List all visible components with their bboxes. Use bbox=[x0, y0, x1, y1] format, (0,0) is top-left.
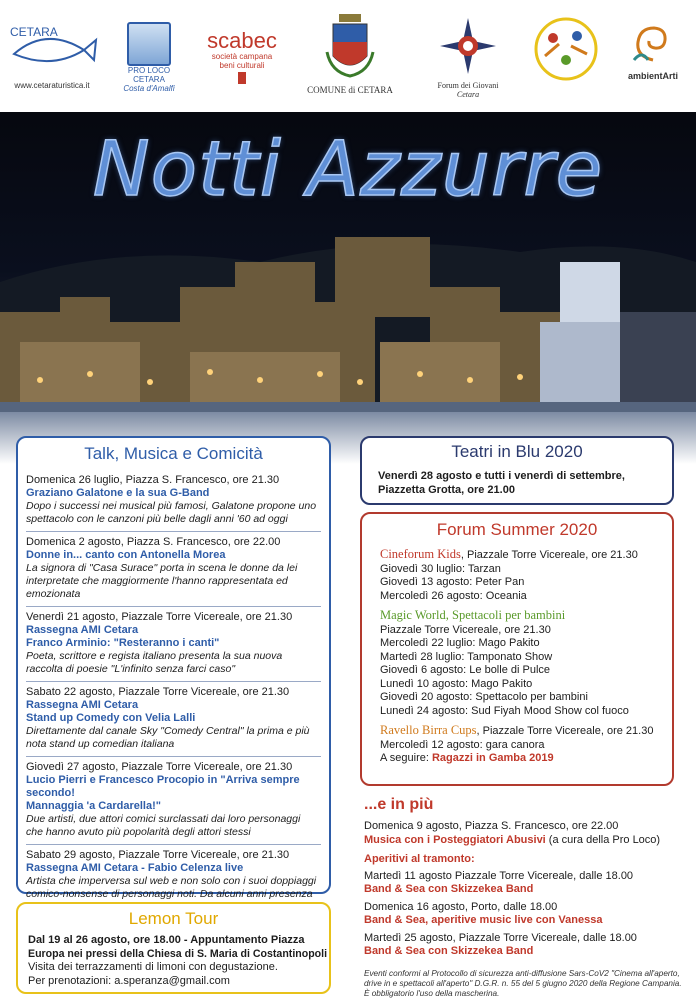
talk-event-4 bbox=[26, 686, 323, 751]
event-headline: Rassegna AMI Cetara bbox=[26, 624, 139, 636]
cineforum-title: Cineforum Kids bbox=[380, 547, 461, 561]
divider bbox=[26, 681, 321, 682]
aperitivi-heading: Aperitivi al tramonto: bbox=[364, 853, 475, 865]
event-desc: nota stand up comedian italiana bbox=[26, 738, 175, 750]
cetara-logo bbox=[6, 20, 98, 90]
talk-event-1 bbox=[26, 474, 323, 526]
ravello-place: , Piazzale Torre Vicereale, ore 21.30 bbox=[476, 725, 654, 737]
inpiu-event-note: (a cura della Pro Loco) bbox=[545, 833, 661, 846]
proloco-line2: CETARA bbox=[133, 75, 165, 85]
ravello-follow-prefix: A seguire: bbox=[380, 752, 432, 764]
list-item: Mercoledì 26 agosto: Oceania bbox=[380, 589, 527, 602]
fish-icon bbox=[6, 20, 98, 76]
safety-footnote bbox=[364, 969, 690, 999]
event-headline: Donne in... canto con Antonella Morea bbox=[26, 549, 226, 561]
ambientarti-logo bbox=[616, 20, 690, 81]
e-in-piu-section bbox=[364, 796, 690, 999]
lemon-line-2: Per prenotazioni: a.speranza@gmail.com bbox=[28, 974, 230, 987]
magic-world-title: Magic World, Spettacoli per bambini bbox=[380, 608, 566, 622]
teatri-in-blu-box bbox=[360, 436, 674, 505]
cineforum-place: , Piazzale Torre Vicereale, ore 21.30 bbox=[460, 549, 638, 561]
event-when: Giovedì 27 agosto, Piazzale Torre Vicereale, ore 21.30 bbox=[26, 761, 293, 773]
event-headline: Mannaggia 'a Cardarella!" bbox=[26, 800, 161, 812]
scabec-name: scabec bbox=[207, 28, 277, 53]
list-item: Giovedì 13 agosto: Peter Pan bbox=[380, 576, 525, 588]
event-when: Domenica 2 agosto, Piazza S. Francesco, ore 22.00 bbox=[26, 536, 281, 548]
list-item: Mercoledì 22 luglio: Mago Pakito bbox=[380, 637, 540, 649]
inpiu-event-when: Martedì 11 agosto Piazzale Torre Vicereale, dalle 18.00 bbox=[364, 869, 634, 882]
lemon-bold-line: Dal 19 al 26 agosto, ore 18.00 - Appuntamento Piazza bbox=[28, 934, 305, 946]
e-in-piu-title: ...e in più bbox=[364, 796, 434, 813]
footnote-line: drive in e spettacoli all'aperto" D.G.R. n. 55 del 5 giugno 2020 della Regione Campania. bbox=[364, 978, 682, 988]
list-item: Lunedì 10 agosto: Mago Pakito bbox=[380, 677, 533, 690]
main-title: Notti Azzurre bbox=[92, 124, 604, 213]
comune-logo bbox=[300, 12, 400, 95]
divider bbox=[26, 756, 321, 757]
coat-of-arms-icon bbox=[325, 12, 375, 80]
magic-world-header bbox=[380, 609, 672, 624]
list-item: Martedì 28 luglio: Tamponato Show bbox=[380, 650, 553, 663]
list-item: Giovedì 6 agosto: Le bolle di Pulce bbox=[380, 664, 551, 676]
hero-night-photo bbox=[0, 112, 696, 464]
talk-event-3 bbox=[26, 611, 323, 676]
list-item: Giovedì 20 agosto: Spettacolo per bambini bbox=[380, 691, 588, 703]
teatri-line-2: Piazzetta Grotta, ore 21.00 bbox=[378, 483, 515, 496]
divider bbox=[26, 531, 321, 532]
event-headline: Rassegna AMI Cetara - Fabio Celenza live bbox=[26, 862, 244, 874]
forum-logo bbox=[430, 16, 506, 99]
inpiu-event-head: Band & Sea con Skizzekea Band bbox=[364, 883, 534, 895]
talk-box-title: Talk, Musica e Comicità bbox=[84, 444, 263, 463]
inpiu-event-head: Band & Sea con Skizzekea Band bbox=[364, 945, 534, 957]
proloco-emblem-icon bbox=[127, 22, 171, 66]
inpiu-event-head: Band & Sea, aperitive music live con Vanessa bbox=[364, 914, 603, 926]
proloco-line3: Costa d'Amalfi bbox=[123, 84, 175, 94]
event-desc: Due artisti, due attori comici surclassati dai loro personaggi bbox=[26, 813, 301, 825]
ravello-follow bbox=[380, 752, 672, 766]
inpiu-event-when: Domenica 16 agosto, Porto, dalle 18.00 bbox=[364, 900, 558, 913]
magic-world-place: Piazzale Torre Vicereale, ore 21.30 bbox=[380, 623, 551, 636]
event-desc: interpretate che maggiormente l'hanno rappresentata ed bbox=[26, 575, 288, 587]
list-item: Mercoledì 12 agosto: gara canora bbox=[380, 738, 545, 751]
divider bbox=[26, 606, 321, 607]
event-desc: comico-nonsense di personaggi noti. Da alcuni anni presenza bbox=[26, 888, 313, 900]
event-desc: che hanno avuto più popolarità degli attori stessi bbox=[26, 826, 251, 838]
colorful-figures-icon bbox=[531, 14, 601, 84]
inpiu-event-when: Domenica 9 agosto, Piazza S. Francesco, ore 22.00 bbox=[364, 820, 619, 832]
divider bbox=[26, 844, 321, 845]
ravello-title: Ravello Birra Cups bbox=[380, 723, 477, 737]
proloco-line1: PRO LOCO bbox=[127, 66, 171, 75]
list-item: Lunedì 24 agosto: Sud Fiyah Mood Show col fuoco bbox=[380, 704, 629, 717]
event-when: Venerdì 21 agosto, Piazzale Torre Vicereale, ore 21.30 bbox=[26, 611, 293, 623]
event-desc: Dopo i successi nei musical più famosi, Galatone propone uno bbox=[26, 500, 317, 512]
event-headline: Franco Arminio: "Resteranno i canti" bbox=[26, 637, 220, 649]
scabec-line1: società campana bbox=[211, 52, 273, 61]
event-desc: Direttamente dal canale Sky "Comedy Central" la prima e più bbox=[26, 725, 310, 737]
forum-summer-box bbox=[360, 512, 674, 786]
event-desc: spettacolo con le canzoni più belle dagli anni '60 ad oggi bbox=[26, 513, 288, 525]
ravello-header bbox=[380, 724, 672, 739]
compass-star-icon bbox=[438, 16, 498, 76]
cetara-url: www.cetaraturistica.it bbox=[14, 81, 90, 90]
teatri-box-title: Teatri in Blu 2020 bbox=[451, 442, 583, 461]
talk-musica-box bbox=[16, 436, 331, 900]
event-headline: Graziano Galatone e la sua G-Band bbox=[26, 487, 210, 499]
event-headline: Stand up Comedy con Velia Lalli bbox=[26, 712, 196, 724]
event-when: Domenica 26 luglio, Piazza S. Francesco, ore 21.30 bbox=[26, 474, 280, 486]
inpiu-event-head: Musica con i Posteggiatori Abusivi bbox=[364, 833, 546, 846]
talk-event-2 bbox=[26, 536, 323, 601]
forum-line1: Forum dei Giovani bbox=[437, 81, 499, 90]
sponsor-logos-bar bbox=[0, 0, 696, 112]
scabec-logo bbox=[200, 30, 284, 84]
footnote-line: Eventi conformi al Protocollo di sicurezza anti-diffusione Sars-CoV2 "Cinema all'aperto, bbox=[364, 968, 680, 978]
lemon-bold-line: Europa nei pressi della Chiesa di S. Maria di Costantinopoli bbox=[28, 947, 328, 960]
forum-line2: Cetara bbox=[456, 90, 480, 100]
cineforum-header bbox=[380, 548, 672, 563]
event-desc: Poeta, scrittore e regista italiano presenta la sua nuova bbox=[26, 650, 283, 662]
teatri-line-1: Venerdì 28 agosto e tutti i venerdì di settembre, bbox=[378, 470, 625, 482]
lemon-tour-title: Lemon Tour bbox=[128, 909, 219, 928]
proloco-logo bbox=[118, 22, 180, 94]
event-headline: Lucio Pierri e Francesco Procopio in "Arriva sempre secondo! bbox=[26, 774, 300, 799]
ambientarti-label: ambientArti bbox=[627, 71, 678, 81]
event-headline: Rassegna AMI Cetara bbox=[26, 699, 139, 711]
lemon-line-1: Visita dei terrazzamenti di limoni con degustazione. bbox=[28, 961, 278, 973]
comune-label: COMUNE di CETARA bbox=[307, 85, 393, 95]
amici-forum-logo bbox=[528, 14, 604, 89]
forum-summer-title: Forum Summer 2020 bbox=[436, 520, 598, 539]
ravello-follow-highlight: Ragazzi in Gamba 2019 bbox=[431, 752, 554, 764]
event-when: Sabato 22 agosto, Piazzale Torre Vicereale, ore 21.30 bbox=[26, 686, 290, 698]
cetara-logo-name: CETARA bbox=[10, 25, 58, 39]
talk-event-5 bbox=[26, 761, 323, 839]
event-desc: raccolta di poesie "L'infinito senza farci caso" bbox=[26, 663, 236, 675]
footnote-line: È obbligatorio l'uso della mascherina. bbox=[364, 988, 500, 998]
event-desc: La signora di "Casa Surace" porta in scena le donne da lei bbox=[26, 562, 298, 574]
inpiu-event-when: Martedì 25 agosto, Piazzale Torre Vicereale, dalle 18.00 bbox=[364, 931, 637, 944]
inpiu-event-head-row bbox=[364, 834, 690, 848]
event-when: Sabato 29 agosto, Piazzale Torre Vicereale, ore 21.30 bbox=[26, 849, 290, 861]
event-desc: emozionata bbox=[26, 588, 81, 600]
lemon-tour-box bbox=[16, 902, 331, 994]
list-item: Giovedì 30 luglio: Tarzan bbox=[380, 562, 501, 575]
scabec-line2: beni culturali bbox=[219, 61, 265, 71]
scabec-mark-icon bbox=[238, 72, 246, 84]
event-desc: Artista che imperversa sul web e non solo con i suoi doppiaggi bbox=[26, 875, 317, 887]
spiral-icon bbox=[628, 20, 678, 66]
